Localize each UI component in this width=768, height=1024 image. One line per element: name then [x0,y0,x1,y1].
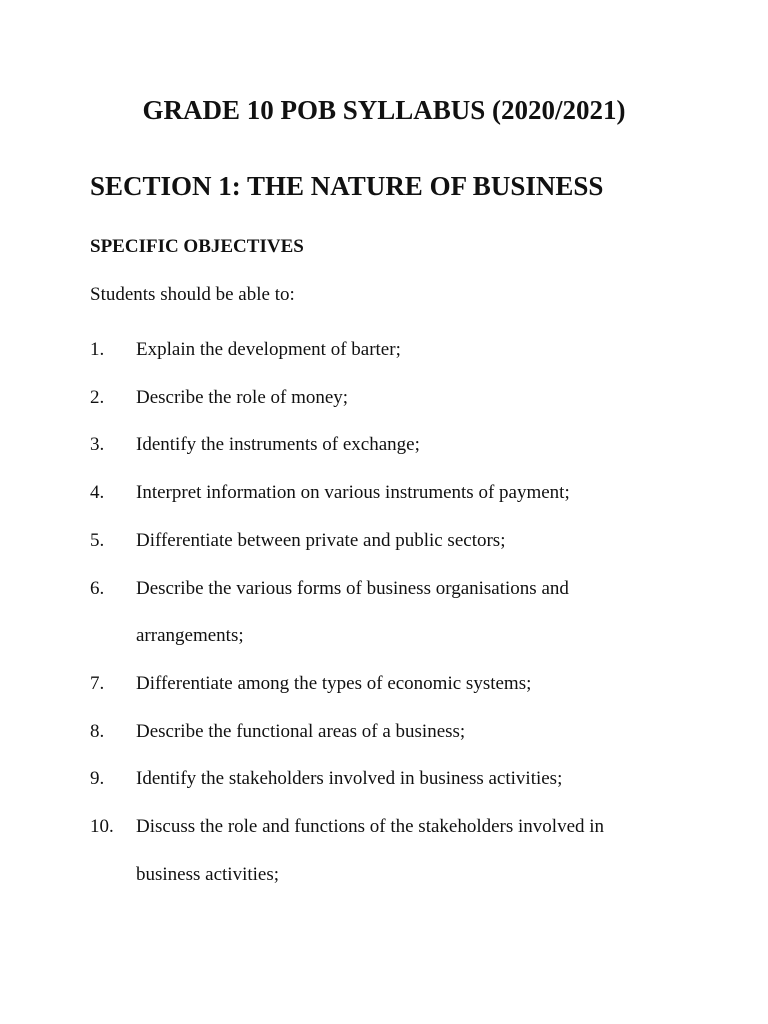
objective-text: Differentiate between private and public sectors; [136,529,506,551]
objective-number: 7. [90,672,105,694]
objective-text: Explain the development of barter; [136,339,401,360]
intro-text: Students should be able to: [90,284,295,305]
objective-number: 4. [90,482,105,504]
objective-text: Describe the role of money; [136,386,349,408]
objective-item [90,326,690,374]
objective-item [90,755,690,803]
objective-number: 6. [90,577,105,599]
objective-item [90,517,690,565]
objective-number: 1. [90,339,105,360]
objective-text: Interpret information on various instruments of payment; [136,482,570,504]
objective-item [90,421,690,469]
objective-item [90,660,690,708]
objective-text: Describe the various forms of business organisations and [136,577,569,599]
objective-number: 9. [90,768,105,790]
objective-text: Discuss the role and functions of the stakeholders involved in [136,816,605,838]
objective-text: Identify the instruments of exchange; [136,434,420,456]
objective-item [90,469,690,517]
objective-text: Differentiate among the types of economic systems; [136,672,532,694]
objectives-heading: SPECIFIC OBJECTIVES [90,236,304,257]
objective-number: 10. [90,816,114,838]
objective-text-continued: business activities; [136,863,280,885]
objective-text-continued: arrangements; [136,625,244,647]
objective-number: 3. [90,434,105,456]
objective-text: Describe the functional areas of a business; [136,720,466,742]
section-title: SECTION 1: THE NATURE OF BUSINESS [90,171,604,201]
objective-text: Identify the stakeholders involved in business activities; [136,768,563,790]
objective-number: 2. [90,386,105,408]
objective-item [90,803,690,898]
objectives-list [90,326,690,898]
objective-item [90,374,690,422]
objective-item [90,708,690,756]
objective-item [90,565,690,660]
document-title: GRADE 10 POB SYLLABUS (2020/2021) [142,95,626,125]
objective-number: 8. [90,720,105,742]
objective-number: 5. [90,529,105,551]
